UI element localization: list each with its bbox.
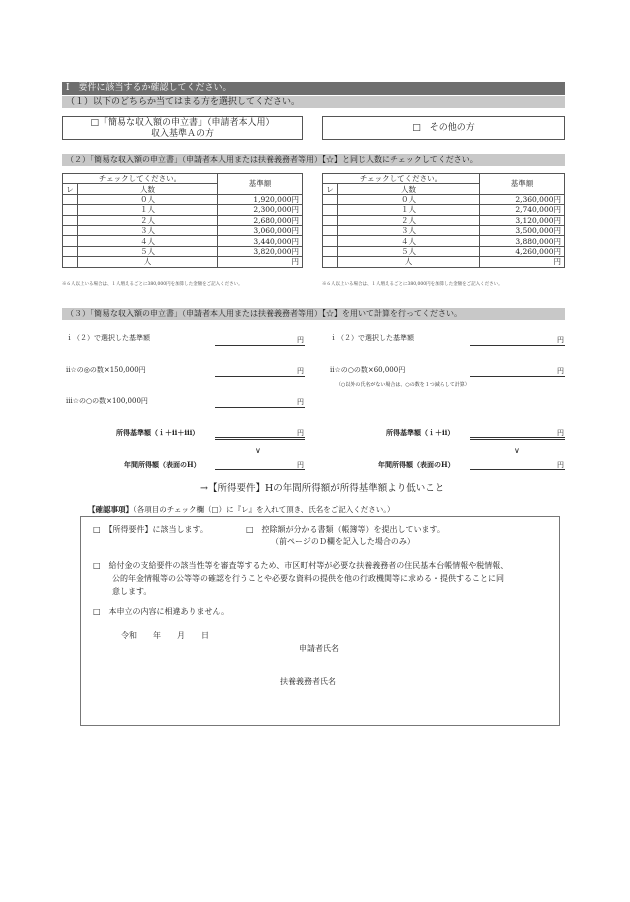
yen-unit: 円: [557, 461, 564, 469]
amount-cell: 3,880,000円: [480, 236, 565, 246]
table-row[interactable]: [63, 205, 303, 215]
left-total-field[interactable]: [215, 427, 305, 440]
check-cell[interactable]: [323, 194, 338, 204]
check-cell[interactable]: [63, 215, 78, 225]
amount-cell: 4,260,000円: [480, 246, 565, 256]
applicant-name-label: 申請者氏名: [299, 644, 339, 653]
yen-unit: 円: [297, 336, 304, 344]
section-header: Ⅰ 要件に該当するか確認してください。: [62, 82, 565, 95]
table-note-left: ※６人以上いる場合は、１人増えるごとに380,000円を加算した金額をご記入ください。: [62, 282, 243, 287]
count-cell: ２人: [78, 215, 218, 225]
right-circle-label: ⅱ☆の○の数×60,000円: [330, 366, 406, 374]
option-simple-income-line1: □「簡易な収入額の申立書」（申請者本人用）: [90, 118, 275, 128]
subsection-3-header: （３）「簡易な収入額の申立書」（申請者本人用または扶養義務者等用）【☆】を用いて計算を行ってください。: [62, 308, 565, 320]
confirm-consent-line2: 公的年金情報等の公等等の確認を行うことや必要な資料の提供を他の行政機関等に求める・提供することに同: [112, 574, 504, 583]
check-header: チェックしてください。: [323, 174, 480, 184]
left-base-amount-label: ｉ（２）で選択した基準額: [66, 334, 150, 342]
check-cell[interactable]: [63, 225, 78, 235]
subsection-1-header: （１）以下のどちらか当てはまる方を選択してください。: [62, 96, 565, 108]
check-cell[interactable]: [63, 257, 78, 267]
confirm-deduction-docs[interactable]: □ 控除額が分かる書類（帳簿等）を提出しています。: [246, 525, 445, 534]
amount-cell: 2,680,000円: [218, 215, 303, 225]
left-base-amount-field[interactable]: [215, 335, 305, 346]
base-amount-table-right: [322, 173, 565, 268]
check-cell[interactable]: [323, 257, 338, 267]
yen-unit: 円: [557, 336, 564, 344]
date-field[interactable]: 令和 年 月 日: [121, 631, 209, 640]
amount-cell: 3,500,000円: [480, 225, 565, 235]
check-cell[interactable]: [63, 194, 78, 204]
income-requirement-note: →【所得要件】Hの年間所得額が所得基準額より低いこと: [200, 483, 445, 494]
yen-unit: 円: [297, 398, 304, 406]
table-row[interactable]: [323, 257, 565, 267]
check-cell[interactable]: [323, 225, 338, 235]
table-note-right: ※６人以上いる場合は、１人増えるごとに380,000円を加算した金額をご記入ください。: [322, 282, 503, 287]
confirm-income-requirement[interactable]: □ 【所得要件】に該当します。: [93, 525, 208, 534]
option-simple-income-line2: 収入基準Ａの方: [150, 129, 214, 139]
check-cell[interactable]: [323, 246, 338, 256]
count-cell: ５人: [78, 246, 218, 256]
table-row[interactable]: [63, 236, 303, 246]
less-than-symbol: ∨: [514, 446, 520, 455]
confirm-box: [80, 516, 560, 726]
amount-cell: 1,920,000円: [218, 194, 303, 204]
left-annual-income-field[interactable]: [215, 459, 305, 470]
right-base-amount-field[interactable]: [470, 335, 565, 346]
table-row[interactable]: [323, 246, 565, 256]
table-row[interactable]: [63, 194, 303, 204]
right-base-amount-label: ｉ（２）で選択した基準額: [330, 334, 414, 342]
yen-unit: 円: [557, 429, 564, 437]
option-simple-income[interactable]: [62, 116, 303, 140]
confirm-no-discrepancy[interactable]: □ 本申立の内容に相違ありません。: [93, 607, 230, 616]
confirm-instruction: （各項目のチェック欄（□）に『レ』を入れて頂き、氏名をご記入ください。）: [133, 505, 395, 514]
table-row[interactable]: [63, 246, 303, 256]
right-circle-field[interactable]: [470, 366, 565, 377]
amount-cell: 2,300,000円: [218, 205, 303, 215]
check-cell[interactable]: [63, 236, 78, 246]
count-cell: ４人: [78, 236, 218, 246]
right-annual-income-field[interactable]: [470, 459, 565, 470]
amount-cell: 2,740,000円: [480, 205, 565, 215]
count-cell: ５人: [338, 246, 480, 256]
left-double-circle-label: ⅱ☆の◎の数×150,000円: [66, 366, 146, 374]
left-double-circle-field[interactable]: [215, 366, 305, 377]
table-row[interactable]: [63, 257, 303, 267]
count-cell: ０人: [338, 194, 480, 204]
amount-header: 基準額: [218, 174, 303, 195]
table-row[interactable]: [323, 236, 565, 246]
right-annual-income-label: 年間所得額（表面のH）: [378, 460, 455, 469]
confirm-consent-line3: 意します。: [112, 587, 152, 596]
check-col-header: レ: [63, 184, 78, 194]
right-total-field[interactable]: [470, 427, 565, 440]
left-circle-label: ⅲ☆の○の数×100,000円: [66, 397, 148, 405]
right-circle-note: （○以外の氏名がない場合は、○の数を１つ減らして計算）: [336, 382, 470, 388]
amount-cell[interactable]: 円: [218, 257, 303, 267]
count-cell: ３人: [78, 225, 218, 235]
table-row[interactable]: [323, 194, 565, 204]
amount-cell: 3,120,000円: [480, 215, 565, 225]
count-cell: １人: [78, 205, 218, 215]
count-cell[interactable]: 人: [338, 257, 480, 267]
count-col-header: 人数: [78, 184, 218, 194]
count-cell[interactable]: 人: [78, 257, 218, 267]
yen-unit: 円: [297, 461, 304, 469]
subsection-2-header: （２）「簡易な収入額の申立書」（申請者本人用または扶養義務者等用）【☆】と同じ人数にチェックしてください。: [62, 154, 565, 166]
confirm-consent-line1[interactable]: □ 給付金の支給要件の該当性等を審査等するため、市区町村等が必要な扶養義務者の住民基本台帳情報や税情報、: [93, 561, 509, 570]
table-row[interactable]: [323, 225, 565, 235]
check-cell[interactable]: [323, 215, 338, 225]
guardian-name-label: 扶養義務者氏名: [280, 677, 336, 686]
left-total-label: 所得基準額（ｉ＋ⅱ＋ⅲ）: [116, 428, 200, 437]
yen-unit: 円: [557, 367, 564, 375]
option-other[interactable]: □ その他の方: [322, 116, 565, 140]
left-circle-field[interactable]: [215, 397, 305, 408]
check-cell[interactable]: [63, 246, 78, 256]
confirm-deduction-note: （前ページのＤ欄を記入した場合のみ）: [271, 537, 415, 546]
less-than-symbol: ∨: [255, 446, 261, 455]
table-row[interactable]: [63, 225, 303, 235]
yen-unit: 円: [297, 367, 304, 375]
confirm-title-line: [88, 504, 395, 515]
check-header: チェックしてください。: [63, 174, 218, 184]
count-cell: ４人: [338, 236, 480, 246]
amount-cell: 3,060,000円: [218, 225, 303, 235]
check-cell[interactable]: [323, 205, 338, 215]
right-total-label: 所得基準額（ｉ＋ⅱ）: [386, 428, 455, 437]
check-col-header: レ: [323, 184, 338, 194]
confirm-title: 【確認事項】: [88, 505, 133, 514]
amount-cell: 3,440,000円: [218, 236, 303, 246]
yen-unit: 円: [297, 429, 304, 437]
table-row[interactable]: [323, 205, 565, 215]
count-cell: ３人: [338, 225, 480, 235]
count-cell: ０人: [78, 194, 218, 204]
count-cell: １人: [338, 205, 480, 215]
count-col-header: 人数: [338, 184, 480, 194]
amount-cell[interactable]: 円: [480, 257, 565, 267]
base-amount-table-left: [62, 173, 303, 268]
amount-header: 基準額: [480, 174, 565, 195]
amount-cell: 3,820,000円: [218, 246, 303, 256]
amount-cell: 2,360,000円: [480, 194, 565, 204]
table-row[interactable]: [63, 215, 303, 225]
left-annual-income-label: 年間所得額（表面のH）: [124, 460, 201, 469]
table-row[interactable]: [323, 215, 565, 225]
check-cell[interactable]: [323, 236, 338, 246]
count-cell: ２人: [338, 215, 480, 225]
check-cell[interactable]: [63, 205, 78, 215]
